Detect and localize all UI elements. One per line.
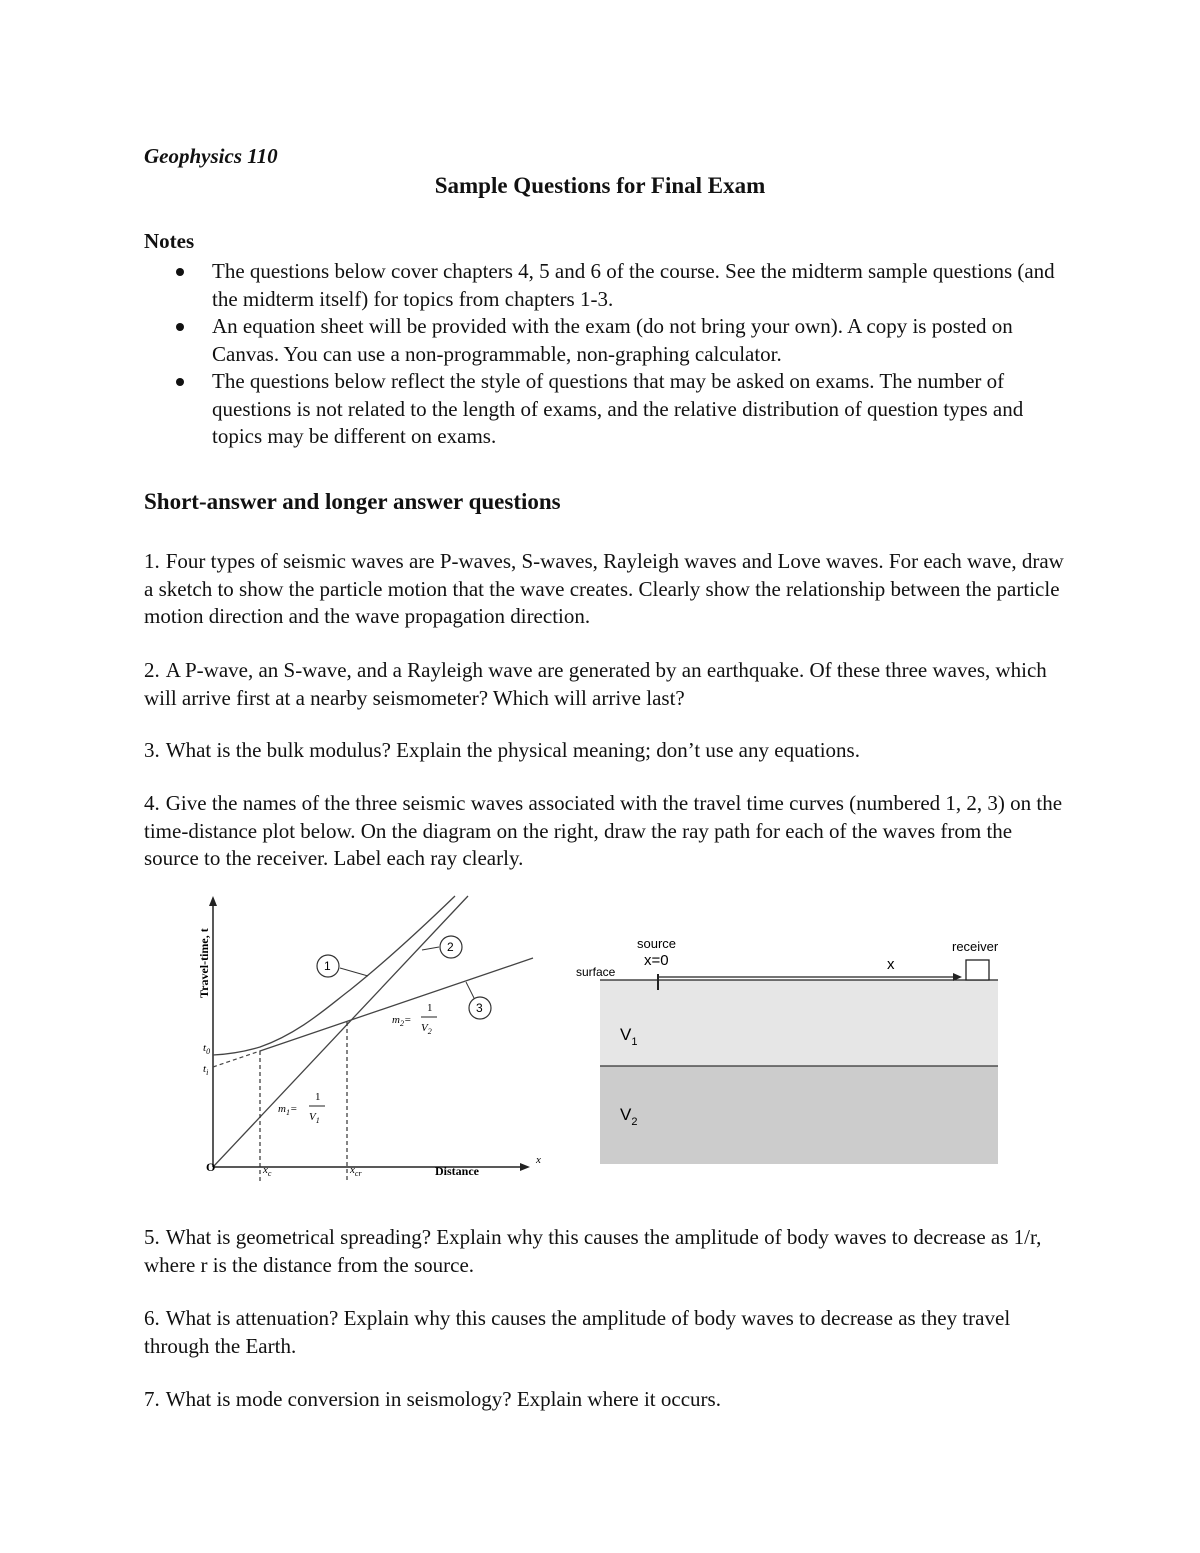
xcr-label: $x_{cr}$: [350, 1164, 362, 1178]
question-number: 2.: [144, 658, 160, 682]
note-text: An equation sheet will be provided with the exam (do not bring your own). A copy is posted on Canvas. You can use a non-programmable, non-graphing calculator.: [212, 314, 1013, 366]
x-axis-arrow: [520, 1163, 530, 1171]
m2-label: $m_2=$: [392, 1014, 412, 1028]
list-item: [176, 368, 1056, 451]
bullet-icon: [176, 378, 184, 386]
question-number: 4.: [144, 791, 160, 815]
curve-2-number: 2: [447, 940, 454, 954]
curve-1-number: 1: [324, 959, 331, 973]
bullet-icon: [176, 323, 184, 331]
question-number: 6.: [144, 1306, 160, 1330]
question-7: [144, 1386, 1064, 1414]
notes-list: [176, 258, 1056, 451]
question-text: What is attenuation? Explain why this causes the amplitude of body waves to decrease as they travel through the Earth.: [144, 1306, 1011, 1358]
question-number: 5.: [144, 1225, 160, 1249]
question-3: [144, 737, 1064, 765]
question-2: [144, 657, 1064, 712]
receiver-box: [966, 960, 989, 980]
y-axis-label: Travel-time, t: [197, 928, 211, 998]
list-item: [176, 258, 1056, 313]
note-text: The questions below cover chapters 4, 5 and 6 of the course. See the midterm sample questions (and the midterm itself) for topics from chapters 1-3.: [212, 259, 1055, 311]
m2-denominator: $V_2$: [421, 1022, 432, 1036]
bullet-icon: [176, 268, 184, 276]
question-text: A P-wave, an S-wave, and a Rayleigh wave are generated by an earthquake. Of these three waves, which will arrive first at a nearby seismometer? Which will arrive last?: [144, 658, 1047, 710]
question-number: 1.: [144, 549, 160, 573]
x-symbol: x: [536, 1154, 541, 1166]
travel-time-plot: [190, 890, 560, 1190]
layer-1: [600, 980, 998, 1066]
xc-label: $x_c$: [263, 1164, 272, 1178]
m1-denominator: $V_1$: [309, 1111, 320, 1125]
layer-2: [600, 1066, 998, 1164]
intercept-extension: [213, 1051, 260, 1067]
m2-numerator: 1: [427, 1002, 433, 1014]
question-6: [144, 1305, 1064, 1360]
curve-3-number: 3: [476, 1001, 483, 1015]
curve-3-pointer: [466, 982, 474, 998]
section-heading: Short-answer and longer answer questions: [144, 489, 561, 514]
question-text: Four types of seismic waves are P-waves, S-waves, Rayleigh waves and Love waves. For each wave, draw a sketch to show the particle motion that the wave creates. Clearly show the relationship between the particle motion direction and the wave propagation direction.: [144, 549, 1064, 628]
question-text: What is geometrical spreading? Explain why this causes the amplitude of body waves to decrease as 1/r, where r is the distance from the source.: [144, 1225, 1042, 1277]
note-text: The questions below reflect the style of questions that may be asked on exams. The number of questions is not related to the length of exams, and the relative distribution of question types and topics may be different on exams.: [212, 369, 1024, 448]
question-text: What is the bulk modulus? Explain the physical meaning; don’t use any equations.: [165, 738, 860, 762]
question-5: [144, 1224, 1064, 1279]
question-4: [144, 790, 1064, 873]
question-text: Give the names of the three seismic waves associated with the travel time curves (numbered 1, 2, 3) on the time-distance plot below. On the diagram on the right, draw the ray path for each of the waves from the source to the receiver. Label each ray clearly.: [144, 791, 1063, 870]
question-1: [144, 548, 1064, 631]
receiver-label: receiver: [952, 939, 999, 954]
x-offset-label: x: [887, 956, 895, 973]
question-number: 7.: [144, 1387, 160, 1411]
t0-label: $t_0$: [203, 1042, 211, 1056]
question-number: 3.: [144, 738, 160, 762]
surface-label: surface: [576, 965, 616, 979]
x-axis-label: Distance: [435, 1164, 479, 1178]
layer-1-velocity: $V_1$: [620, 1025, 638, 1048]
curve-1-pointer: [340, 968, 368, 976]
m1-label: $m_1=$: [278, 1103, 298, 1117]
course-name: Geophysics 110: [144, 144, 278, 168]
source-label: source: [637, 936, 677, 951]
layer-2-velocity: $V_2$: [620, 1105, 638, 1128]
question-text: What is mode conversion in seismology? Explain where it occurs.: [165, 1387, 721, 1411]
page-title: Sample Questions for Final Exam: [434, 173, 766, 198]
ti-label: $t_i$: [203, 1063, 209, 1077]
y-axis-arrow: [209, 896, 217, 906]
list-item: [176, 313, 1056, 368]
layer-model-diagram: [570, 930, 1020, 1170]
notes-heading: Notes: [144, 229, 195, 253]
x0-label: x=0: [644, 952, 669, 969]
curve-2-pointer: [422, 947, 439, 950]
origin-label: O: [206, 1160, 216, 1174]
m1-numerator: 1: [315, 1091, 321, 1103]
